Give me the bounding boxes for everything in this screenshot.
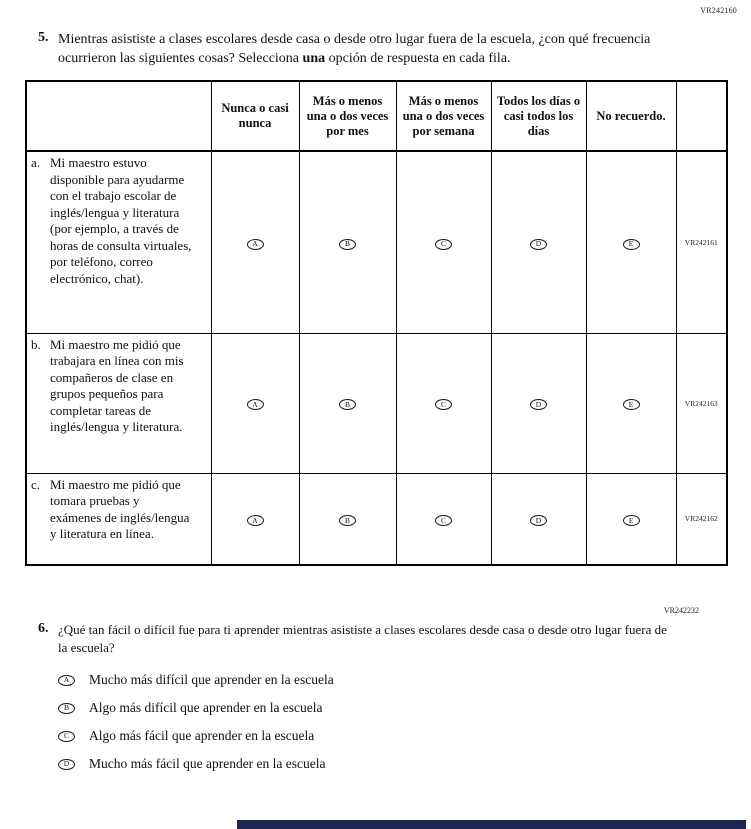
question-6-number: 6. [38, 621, 49, 636]
q6-option-b [58, 699, 751, 717]
option-bubble-a[interactable]: A [58, 675, 75, 686]
q6-option-a [58, 671, 751, 689]
question-5-table [25, 80, 728, 566]
row-b-cell-a [211, 333, 299, 473]
option-bubble-d[interactable]: D [530, 399, 547, 410]
row-b-label-cell [26, 333, 211, 473]
q6-option-d-label: Mucho más fácil que aprender en la escuela [89, 756, 326, 771]
q5-text-after: opción de respuesta en cada fila. [325, 51, 511, 66]
row-c-letter: c. [31, 476, 41, 492]
option-bubble-e[interactable]: E [623, 515, 640, 526]
option-bubble-a[interactable]: A [247, 515, 264, 526]
row-c-cell-a [211, 473, 299, 565]
row-c-cell-c [396, 473, 491, 565]
q6-option-a-label: Mucho más difícil que aprender en la escuela [89, 672, 334, 687]
option-bubble-c[interactable]: C [435, 239, 452, 250]
question-5 [38, 30, 698, 68]
option-bubble-d[interactable]: D [58, 759, 75, 770]
question-6 [38, 621, 698, 657]
option-bubble-d[interactable]: D [530, 239, 547, 250]
option-bubble-e[interactable]: E [623, 399, 640, 410]
form-code-top: VR242160 [700, 6, 737, 15]
row-b-cell-c [396, 333, 491, 473]
row-c-label: Mi maestro me pidió que tomara pruebas y exámenes de inglés/lengua y literatura en línea. [50, 476, 190, 541]
q6-option-c [58, 727, 751, 745]
header-row [26, 81, 727, 151]
row-c-cell-e [586, 473, 676, 565]
row-c-cell-b [299, 473, 396, 565]
option-bubble-d[interactable]: D [530, 515, 547, 526]
table-row-b [26, 333, 727, 473]
q6-option-c-label: Algo más fácil que aprender en la escuela [89, 728, 315, 743]
row-a-code: VR242161 [676, 151, 727, 333]
question-6-options [58, 671, 751, 773]
row-a-letter: a. [31, 155, 41, 170]
row-a-cell-e [586, 151, 676, 333]
option-bubble-a[interactable]: A [247, 239, 264, 250]
q5-text-bold: una [302, 51, 326, 66]
question-5-text [58, 30, 698, 68]
row-a-cell-c [396, 151, 491, 333]
header-cell-por-semana: Más o menos una o dos veces por semana [396, 81, 491, 151]
row-c-label-cell [26, 473, 211, 565]
form-code-mid: VR242232 [663, 606, 699, 615]
row-b-code: VR242163 [676, 333, 727, 473]
row-b-cell-b [299, 333, 396, 473]
option-bubble-c[interactable]: C [58, 731, 75, 742]
option-bubble-c[interactable]: C [435, 515, 452, 526]
row-a-cell-b [299, 151, 396, 333]
header-cell-nunca: Nunca o casi nunca [211, 81, 299, 151]
row-b-cell-d [491, 333, 586, 473]
option-bubble-b[interactable]: B [58, 703, 75, 714]
option-bubble-a[interactable]: A [247, 399, 264, 410]
header-cell-empty [26, 81, 211, 151]
row-a-cell-d [491, 151, 586, 333]
q6-option-b-label: Algo más difícil que aprender en la escuela [89, 700, 323, 715]
row-b-cell-e [586, 333, 676, 473]
question-6-text: ¿Qué tan fácil o difícil fue para ti aprender mientras asististe a clases escolares desde casa o desde otro lugar fuera de la escuela? [58, 622, 667, 655]
header-cell-todos-los-dias: Todos los días o casi todos los días [491, 81, 586, 151]
row-a-label-cell [26, 151, 211, 333]
table-row-c [26, 473, 727, 565]
row-a-cell-a [211, 151, 299, 333]
header-cell-code [676, 81, 727, 151]
row-a-label: Mi maestro estuvo disponible para ayudarme con el trabajo escolar de inglés/lengua y literatura (por ejemplo, a través de horas de consulta virtuales, por teléfono, correo electrónico, chat). [50, 155, 192, 286]
row-b-letter: b. [31, 336, 41, 352]
page-footer-bar [237, 820, 746, 829]
header-cell-no-recuerdo: No recuerdo. [586, 81, 676, 151]
option-bubble-b[interactable]: B [339, 239, 356, 250]
table-row-a [26, 151, 727, 333]
option-bubble-b[interactable]: B [339, 515, 356, 526]
q6-option-d [58, 755, 751, 773]
option-bubble-b[interactable]: B [339, 399, 356, 410]
row-b-label: Mi maestro me pidió que trabajara en línea con mis compañeros de clase en grupos pequeños para completar tareas de inglés/lengua y literatura. [50, 336, 184, 434]
row-c-cell-d [491, 473, 586, 565]
q5-text-before: Mientras asististe a clases escolares desde casa o desde otro lugar fuera de la escuela, ¿con qué frecuencia ocurrieron las siguientes cosas? Selecciona [58, 32, 651, 66]
header-cell-por-mes: Más o menos una o dos veces por mes [299, 81, 396, 151]
option-bubble-c[interactable]: C [435, 399, 452, 410]
question-5-number: 5. [38, 30, 49, 45]
option-bubble-e[interactable]: E [623, 239, 640, 250]
row-c-code: VR242162 [676, 473, 727, 565]
